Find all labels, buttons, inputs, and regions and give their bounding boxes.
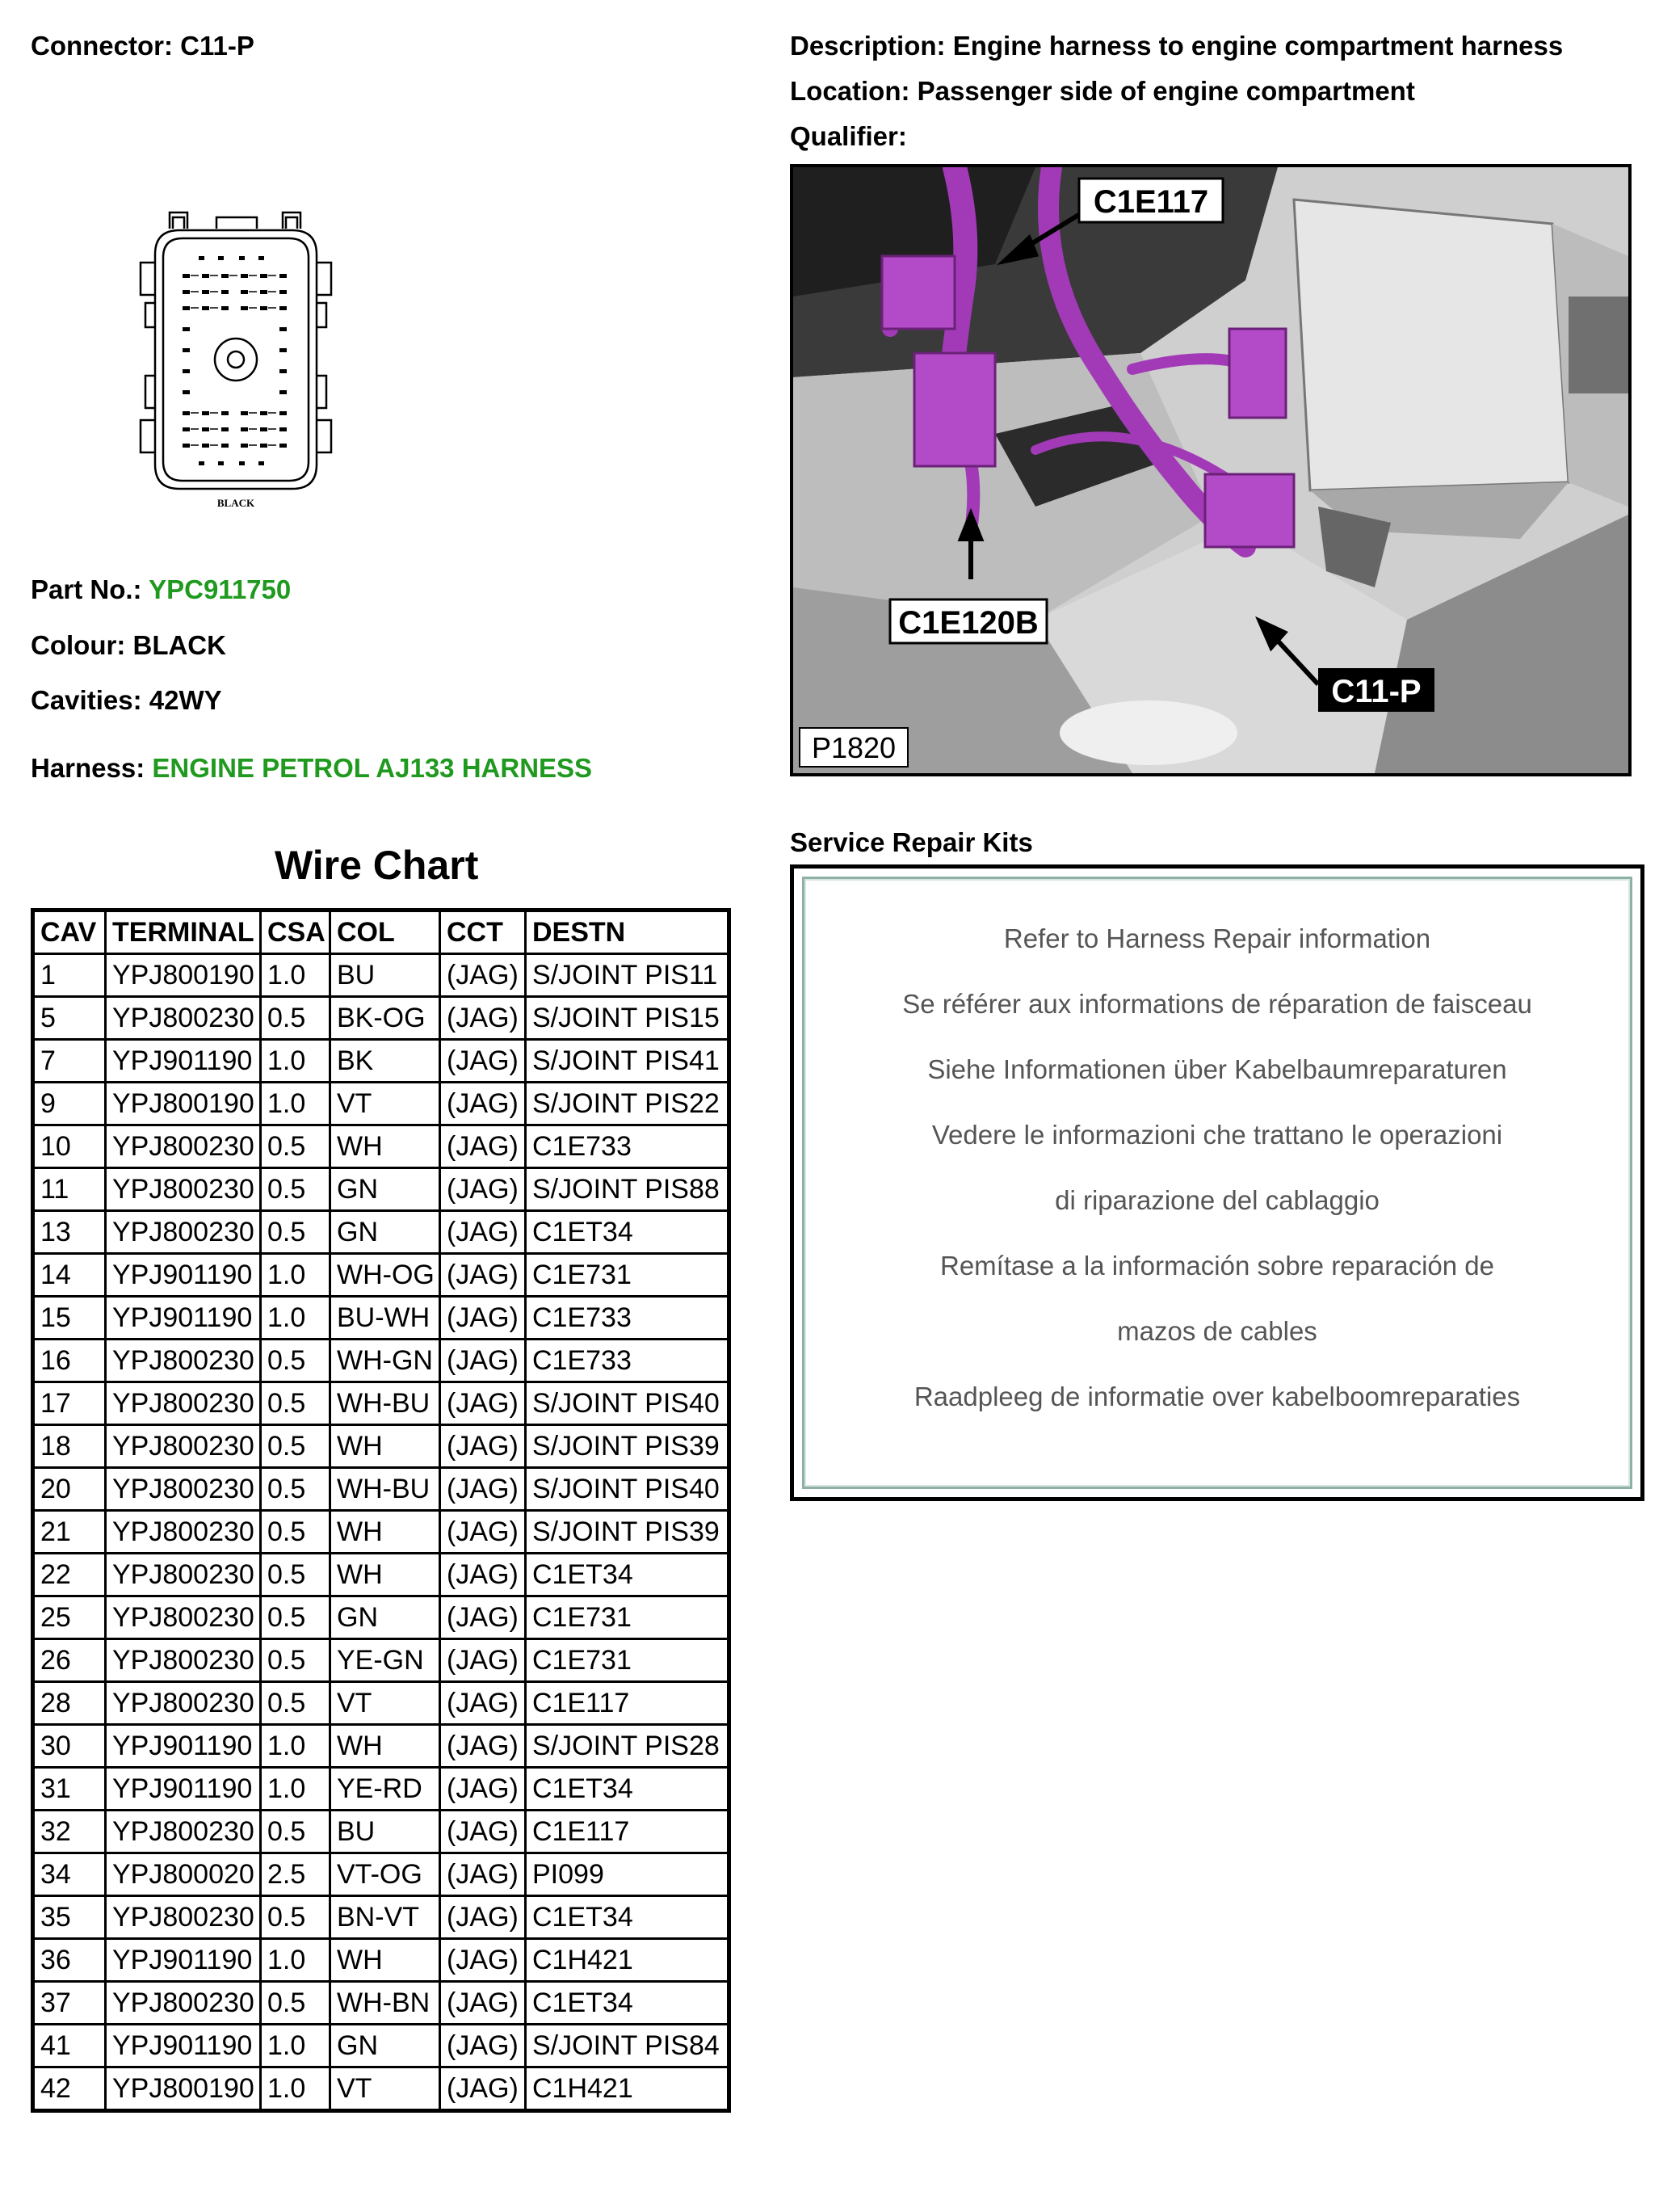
- cell-terminal: YPJ800230: [106, 1896, 261, 1939]
- table-row: [33, 1382, 729, 1425]
- cell-col: GN: [330, 1168, 440, 1211]
- table-row: [33, 2067, 729, 2111]
- cell-cav: 42: [33, 2067, 106, 2111]
- table-row: [33, 1982, 729, 2025]
- cell-cav: 11: [33, 1168, 106, 1211]
- cell-csa: 1.0: [261, 1939, 330, 1982]
- cell-cav: 18: [33, 1425, 106, 1468]
- table-row: [33, 1554, 729, 1596]
- table-row: [33, 1297, 729, 1340]
- harness-label: Harness:: [31, 753, 145, 783]
- connector-colour-caption: BLACK: [216, 497, 255, 509]
- table-row: [33, 1639, 729, 1682]
- cell-csa: 0.5: [261, 1511, 330, 1554]
- cell-cct: (JAG): [440, 1425, 526, 1468]
- cell-destn: S/JOINT PIS28: [526, 1725, 729, 1768]
- cell-destn: S/JOINT PIS88: [526, 1168, 729, 1211]
- cell-destn: S/JOINT PIS41: [526, 1040, 729, 1083]
- cell-col: WH-GN: [330, 1340, 440, 1382]
- cell-col: GN: [330, 1211, 440, 1254]
- cell-col: BU: [330, 954, 440, 997]
- connector-heading: [31, 32, 254, 59]
- connector-label: Connector:: [31, 31, 173, 61]
- cell-col: WH-BU: [330, 1382, 440, 1425]
- cell-cct: (JAG): [440, 1254, 526, 1297]
- cell-terminal: YPJ800230: [106, 1425, 261, 1468]
- cell-cav: 17: [33, 1382, 106, 1425]
- cell-cav: 28: [33, 1682, 106, 1725]
- colour-label: Colour:: [31, 630, 126, 660]
- description-value: Engine harness to engine compartment harness: [952, 31, 1564, 61]
- cell-cct: (JAG): [440, 1768, 526, 1811]
- cell-terminal: YPJ800230: [106, 1596, 261, 1639]
- cell-col: WH-BN: [330, 1982, 440, 2025]
- cell-cct: (JAG): [440, 1511, 526, 1554]
- cell-col: BK-OG: [330, 997, 440, 1040]
- connector-face-drawing: [121, 206, 355, 513]
- cell-col: WH: [330, 1425, 440, 1468]
- cell-csa: 1.0: [261, 1040, 330, 1083]
- cell-cct: (JAG): [440, 1083, 526, 1125]
- cell-destn: C1E731: [526, 1596, 729, 1639]
- cell-terminal: YPJ901190: [106, 1768, 261, 1811]
- table-row: [33, 997, 729, 1040]
- cell-cav: 9: [33, 1083, 106, 1125]
- table-row: [33, 1254, 729, 1297]
- table-row: [33, 1125, 729, 1168]
- table-row: [33, 1468, 729, 1511]
- cell-terminal: YPJ800230: [106, 1982, 261, 2025]
- cell-destn: S/JOINT PIS15: [526, 997, 729, 1040]
- part-number: [31, 576, 291, 603]
- cell-destn: C1E731: [526, 1254, 729, 1297]
- cell-csa: 1.0: [261, 1083, 330, 1125]
- cell-cct: (JAG): [440, 1596, 526, 1639]
- cell-cct: (JAG): [440, 1468, 526, 1511]
- cell-col: VT-OG: [330, 1853, 440, 1896]
- label-photo-ref: P1820: [811, 731, 897, 764]
- cell-terminal: YPJ800190: [106, 2067, 261, 2111]
- cell-cct: (JAG): [440, 1168, 526, 1211]
- cell-cav: 31: [33, 1768, 106, 1811]
- cell-destn: C1E733: [526, 1340, 729, 1382]
- col-col-header: COL: [330, 911, 440, 954]
- label-c1e117: C1E117: [1093, 184, 1209, 220]
- table-row: [33, 1083, 729, 1125]
- cell-terminal: YPJ901190: [106, 1297, 261, 1340]
- table-row: [33, 1725, 729, 1768]
- cell-col: WH: [330, 1554, 440, 1596]
- cell-csa: 0.5: [261, 1682, 330, 1725]
- cell-terminal: YPJ800230: [106, 1682, 261, 1725]
- cell-cct: (JAG): [440, 2067, 526, 2111]
- cell-terminal: YPJ800230: [106, 1211, 261, 1254]
- table-row: [33, 1511, 729, 1554]
- cell-col: VT: [330, 2067, 440, 2111]
- cell-col: WH: [330, 1725, 440, 1768]
- cell-col: GN: [330, 1596, 440, 1639]
- cell-cct: (JAG): [440, 1725, 526, 1768]
- cell-cav: 10: [33, 1125, 106, 1168]
- cell-col: BU: [330, 1811, 440, 1853]
- cell-terminal: YPJ901190: [106, 1040, 261, 1083]
- cell-destn: C1H421: [526, 1939, 729, 1982]
- cell-destn: S/JOINT PIS22: [526, 1083, 729, 1125]
- cell-destn: S/JOINT PIS39: [526, 1425, 729, 1468]
- connector-face-svg: [121, 206, 355, 513]
- cell-cav: 20: [33, 1468, 106, 1511]
- cell-destn: C1H421: [526, 2067, 729, 2111]
- cell-destn: S/JOINT PIS39: [526, 1511, 729, 1554]
- table-row: [33, 1211, 729, 1254]
- cell-cav: 15: [33, 1297, 106, 1340]
- description-heading: [790, 32, 1563, 59]
- cell-csa: 1.0: [261, 1297, 330, 1340]
- cell-cct: (JAG): [440, 1982, 526, 2025]
- cell-csa: 0.5: [261, 1168, 330, 1211]
- cell-csa: 0.5: [261, 1211, 330, 1254]
- cell-cav: 16: [33, 1340, 106, 1382]
- wire-chart-header-row: [33, 911, 729, 954]
- location-photo-svg: [793, 167, 1628, 773]
- cell-cav: 1: [33, 954, 106, 997]
- cell-csa: 2.5: [261, 1853, 330, 1896]
- cell-csa: 0.5: [261, 1340, 330, 1382]
- kit-line-de: Siehe Informationen über Kabelbaumreparaturen: [927, 1054, 1507, 1084]
- col-cct-header: CCT: [440, 911, 526, 954]
- cell-destn: C1ET34: [526, 1896, 729, 1939]
- cell-destn: S/JOINT PIS40: [526, 1468, 729, 1511]
- cell-cct: (JAG): [440, 1211, 526, 1254]
- cell-terminal: YPJ901190: [106, 1725, 261, 1768]
- cell-cav: 7: [33, 1040, 106, 1083]
- cell-cct: (JAG): [440, 1639, 526, 1682]
- wire-chart-body: [33, 954, 729, 2111]
- cell-destn: S/JOINT PIS11: [526, 954, 729, 997]
- cell-csa: 0.5: [261, 997, 330, 1040]
- cell-destn: C1E117: [526, 1811, 729, 1853]
- cell-cct: (JAG): [440, 1125, 526, 1168]
- table-row: [33, 1939, 729, 1982]
- cell-cct: (JAG): [440, 1297, 526, 1340]
- description-label: Description:: [790, 31, 946, 61]
- table-row: [33, 1682, 729, 1725]
- cell-terminal: YPJ800190: [106, 954, 261, 997]
- cell-destn: PI099: [526, 1853, 729, 1896]
- table-row: [33, 1168, 729, 1211]
- cell-cct: (JAG): [440, 1853, 526, 1896]
- cell-terminal: YPJ901190: [106, 1939, 261, 1982]
- cell-csa: 1.0: [261, 1254, 330, 1297]
- location-value: Passenger side of engine compartment: [917, 76, 1415, 106]
- kit-line-es-1: Remítase a la información sobre reparación de: [939, 1251, 1495, 1281]
- col-destn-header: DESTN: [526, 911, 729, 954]
- cell-csa: 0.5: [261, 1982, 330, 2025]
- table-row: [33, 1340, 729, 1382]
- cell-destn: C1E731: [526, 1639, 729, 1682]
- cell-destn: C1E733: [526, 1297, 729, 1340]
- cell-cct: (JAG): [440, 1040, 526, 1083]
- cell-cav: 13: [33, 1211, 106, 1254]
- cell-cav: 21: [33, 1511, 106, 1554]
- connector-value: C11-P: [180, 31, 254, 61]
- harness-info: [31, 755, 592, 781]
- cell-terminal: YPJ800190: [106, 1083, 261, 1125]
- cell-terminal: YPJ800020: [106, 1853, 261, 1896]
- cavities-value: 42WY: [149, 685, 222, 715]
- cell-col: BU-WH: [330, 1297, 440, 1340]
- colour-value: BLACK: [132, 630, 226, 660]
- cell-terminal: YPJ800230: [106, 1382, 261, 1425]
- cell-terminal: YPJ800230: [106, 1125, 261, 1168]
- cell-destn: C1ET34: [526, 1982, 729, 2025]
- cell-terminal: YPJ800230: [106, 1340, 261, 1382]
- cell-cav: 30: [33, 1725, 106, 1768]
- cell-terminal: YPJ800230: [106, 1639, 261, 1682]
- cell-csa: 0.5: [261, 1596, 330, 1639]
- wire-chart-table: [31, 908, 731, 2113]
- cell-destn: C1ET34: [526, 1554, 729, 1596]
- cell-cav: 26: [33, 1639, 106, 1682]
- col-csa-header: CSA: [261, 911, 330, 954]
- kit-line-nl: Raadpleeg de informatie over kabelboomreparaties: [914, 1382, 1521, 1411]
- cell-csa: 0.5: [261, 1896, 330, 1939]
- cell-destn: C1E733: [526, 1125, 729, 1168]
- cell-cct: (JAG): [440, 1682, 526, 1725]
- cell-destn: S/JOINT PIS84: [526, 2025, 729, 2067]
- cell-cct: (JAG): [440, 1554, 526, 1596]
- cell-terminal: YPJ800230: [106, 1468, 261, 1511]
- table-row: [33, 1811, 729, 1853]
- cell-cct: (JAG): [440, 2025, 526, 2067]
- cell-cav: 41: [33, 2025, 106, 2067]
- part-number-label: Part No.:: [31, 574, 142, 604]
- location-heading: [790, 78, 1415, 104]
- cell-terminal: YPJ901190: [106, 2025, 261, 2067]
- cavities-info: [31, 687, 222, 713]
- cell-cct: (JAG): [440, 1340, 526, 1382]
- cell-cav: 25: [33, 1596, 106, 1639]
- col-cav-header: CAV: [33, 911, 106, 954]
- kit-line-it-2: di riparazione del cablaggio: [1055, 1185, 1380, 1215]
- cell-csa: 0.5: [261, 1554, 330, 1596]
- table-row: [33, 1596, 729, 1639]
- col-terminal-header: TERMINAL: [106, 911, 261, 954]
- cell-terminal: YPJ800230: [106, 1168, 261, 1211]
- table-row: [33, 1040, 729, 1083]
- cell-col: WH-BU: [330, 1468, 440, 1511]
- cell-cct: (JAG): [440, 1939, 526, 1982]
- cell-terminal: YPJ901190: [106, 1254, 261, 1297]
- service-repair-kits-title: Service Repair Kits: [790, 827, 1033, 857]
- cell-destn: C1ET34: [526, 1211, 729, 1254]
- cell-cct: (JAG): [440, 954, 526, 997]
- cell-col: WH: [330, 1125, 440, 1168]
- cell-destn: C1ET34: [526, 1768, 729, 1811]
- cell-cct: (JAG): [440, 1382, 526, 1425]
- cell-cav: 34: [33, 1853, 106, 1896]
- cell-csa: 0.5: [261, 1382, 330, 1425]
- table-row: [33, 954, 729, 997]
- cavities-label: Cavities:: [31, 685, 142, 715]
- location-photo: [790, 164, 1632, 776]
- cell-csa: 0.5: [261, 1425, 330, 1468]
- qualifier-heading: Qualifier:: [790, 121, 907, 151]
- cell-terminal: YPJ800230: [106, 1554, 261, 1596]
- cell-col: BN-VT: [330, 1896, 440, 1939]
- cell-col: VT: [330, 1682, 440, 1725]
- cell-cav: 32: [33, 1811, 106, 1853]
- cell-csa: 1.0: [261, 2067, 330, 2111]
- table-row: [33, 1425, 729, 1468]
- cell-cct: (JAG): [440, 1896, 526, 1939]
- cell-terminal: YPJ800230: [106, 1811, 261, 1853]
- cell-col: BK: [330, 1040, 440, 1083]
- cell-terminal: YPJ800230: [106, 1511, 261, 1554]
- cell-cav: 5: [33, 997, 106, 1040]
- table-row: [33, 2025, 729, 2067]
- label-c1e120b: C1E120B: [898, 605, 1039, 641]
- part-number-value: YPC911750: [149, 574, 292, 604]
- cell-col: GN: [330, 2025, 440, 2067]
- cell-csa: 0.5: [261, 1468, 330, 1511]
- cell-cct: (JAG): [440, 997, 526, 1040]
- cell-col: YE-RD: [330, 1768, 440, 1811]
- cell-col: VT: [330, 1083, 440, 1125]
- cell-cav: 35: [33, 1896, 106, 1939]
- cell-csa: 1.0: [261, 1768, 330, 1811]
- cell-terminal: YPJ800230: [106, 997, 261, 1040]
- cell-destn: C1E117: [526, 1682, 729, 1725]
- cell-csa: 0.5: [261, 1125, 330, 1168]
- cell-csa: 0.5: [261, 1639, 330, 1682]
- kit-line-en: Refer to Harness Repair information: [1003, 923, 1431, 953]
- cell-cct: (JAG): [440, 1811, 526, 1853]
- kit-line-es-2: mazos de cables: [1117, 1316, 1317, 1346]
- cell-col: YE-GN: [330, 1639, 440, 1682]
- table-row: [33, 1853, 729, 1896]
- cell-col: WH: [330, 1511, 440, 1554]
- table-row: [33, 1896, 729, 1939]
- cell-destn: S/JOINT PIS40: [526, 1382, 729, 1425]
- cell-col: WH-OG: [330, 1254, 440, 1297]
- colour-info: [31, 632, 226, 658]
- service-repair-kits-box: [790, 864, 1644, 1501]
- wire-chart-title: Wire Chart: [275, 843, 479, 888]
- cell-csa: 1.0: [261, 954, 330, 997]
- service-repair-kits-inner: [802, 877, 1632, 1489]
- cell-cav: 22: [33, 1554, 106, 1596]
- location-label: Location:: [790, 76, 910, 106]
- cell-csa: 1.0: [261, 2025, 330, 2067]
- cell-cav: 37: [33, 1982, 106, 2025]
- cell-col: WH: [330, 1939, 440, 1982]
- cell-cav: 14: [33, 1254, 106, 1297]
- cell-csa: 1.0: [261, 1725, 330, 1768]
- label-c11p: C11-P: [1331, 674, 1422, 709]
- table-row: [33, 1768, 729, 1811]
- kit-line-fr: Se référer aux informations de réparation de faisceau: [902, 989, 1532, 1019]
- kit-line-it-1: Vedere le informazioni che trattano le operazioni: [931, 1120, 1503, 1150]
- cell-csa: 0.5: [261, 1811, 330, 1853]
- cell-cav: 36: [33, 1939, 106, 1982]
- harness-value: ENGINE PETROL AJ133 HARNESS: [152, 753, 593, 783]
